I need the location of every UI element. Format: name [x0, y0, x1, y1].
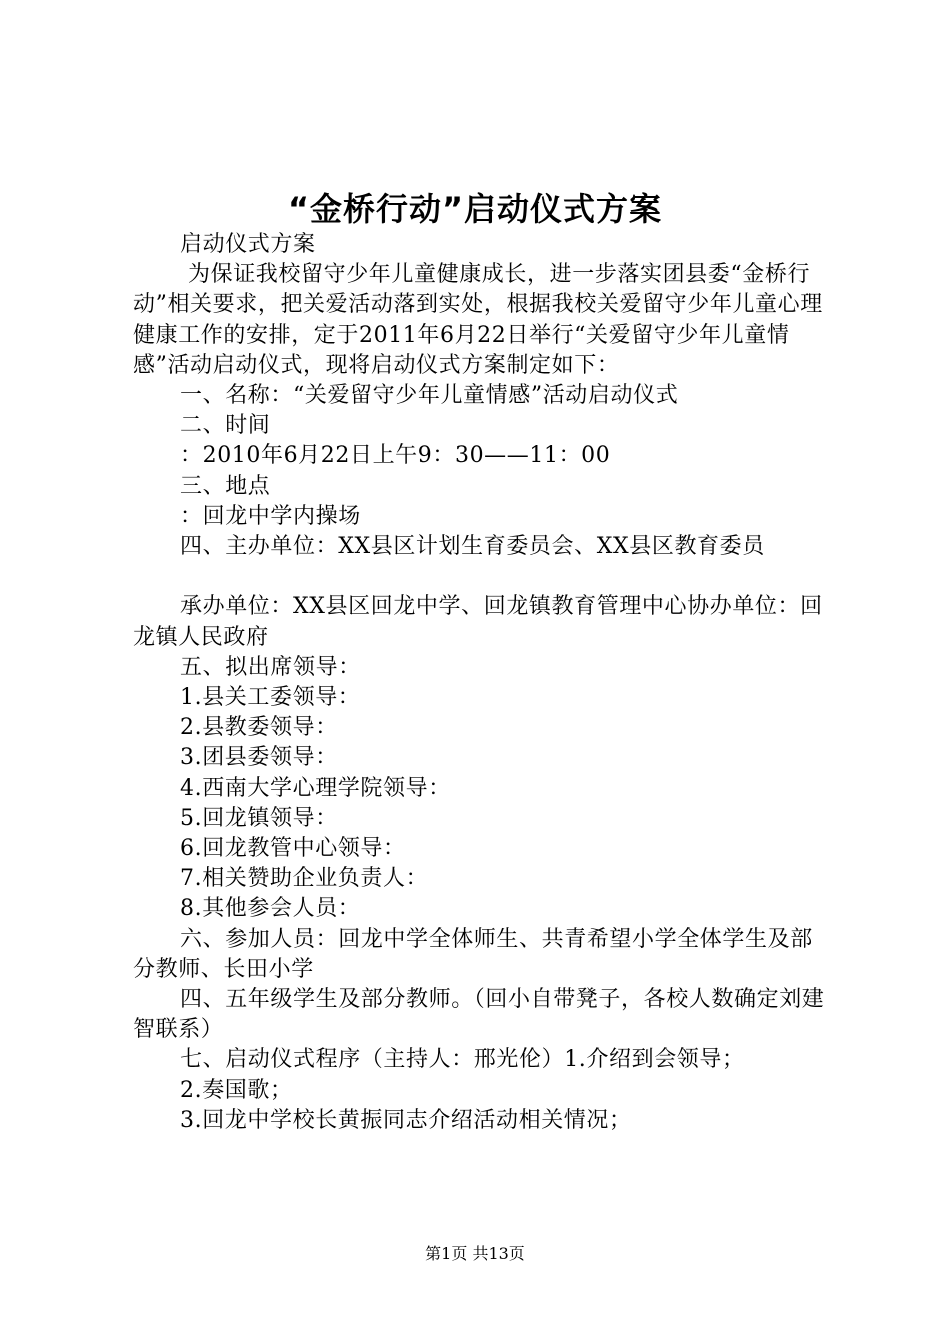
- list-item: 2.县教委领导：: [180, 715, 338, 741]
- list-item: 7.相关赞助企业负责人：: [180, 866, 429, 892]
- list-item: 3.回龙中学校长黄振同志介绍活动相关情况；: [180, 1107, 632, 1133]
- list-item: 5.回龙镇领导：: [180, 805, 338, 831]
- paragraph-participants-cont: 四、五年级学生及部分教师。（回小自带凳子，各校人数确定刘建智联系）: [133, 987, 825, 1043]
- paragraph-intro: 为保证我校留守少年儿童健康成长，进一步落实团县委“金桥行动”相关要求，把关爱活动落到实处，根据我校关爱留守少年儿童心理健康工作的安排，定于2011年6月22日举行“关爱留守少年儿童情感”活动启动仪式，现将启动仪式方案制定如下：: [133, 262, 823, 378]
- paragraph-name: 一、名称：“关爱留守少年儿童情感”活动启动仪式: [180, 383, 679, 409]
- list-item: 8.其他参会人员：: [180, 896, 361, 922]
- paragraph-place-heading: 三、地点: [180, 473, 271, 499]
- list-item: 6.回龙教管中心领导：: [180, 836, 406, 862]
- paragraph-time-value: ：2010年6月22日上午9：30——11：00: [180, 443, 611, 469]
- paragraph-host: 四、主办单位：XX县区计划生育委员会、XX县区教育委员: [180, 534, 765, 560]
- paragraph-organizer: 承办单位：XX县区回龙中学、回龙镇教育管理中心协办单位：回龙镇人民政府: [133, 594, 823, 650]
- paragraph-place-value: ：回龙中学内操场: [180, 503, 361, 529]
- document-body: [133, 230, 833, 1136]
- document-title: “金桥行动”启动仪式方案: [287, 190, 663, 228]
- paragraph-heading: 启动仪式方案: [180, 232, 316, 257]
- blank-line: [133, 562, 833, 592]
- paragraph-leaders-heading: 五、拟出席领导：: [180, 654, 361, 680]
- page-footer: 第1页 共13页: [425, 1244, 525, 1263]
- list-item: 4.西南大学心理学院领导：: [180, 775, 451, 801]
- paragraph-participants: 六、参加人员：回龙中学全体师生、共青希望小学全体学生及部分教师、长田小学: [133, 926, 813, 982]
- paragraph-procedure: 七、启动仪式程序（主持人：邢光伦）1.介绍到会领导；: [180, 1047, 745, 1073]
- list-item: 2.奏国歌；: [180, 1077, 293, 1103]
- paragraph-time-heading: 二、时间: [180, 413, 271, 439]
- list-item: 1.县关工委领导：: [180, 685, 361, 711]
- list-item: 3.团县委领导：: [180, 745, 338, 771]
